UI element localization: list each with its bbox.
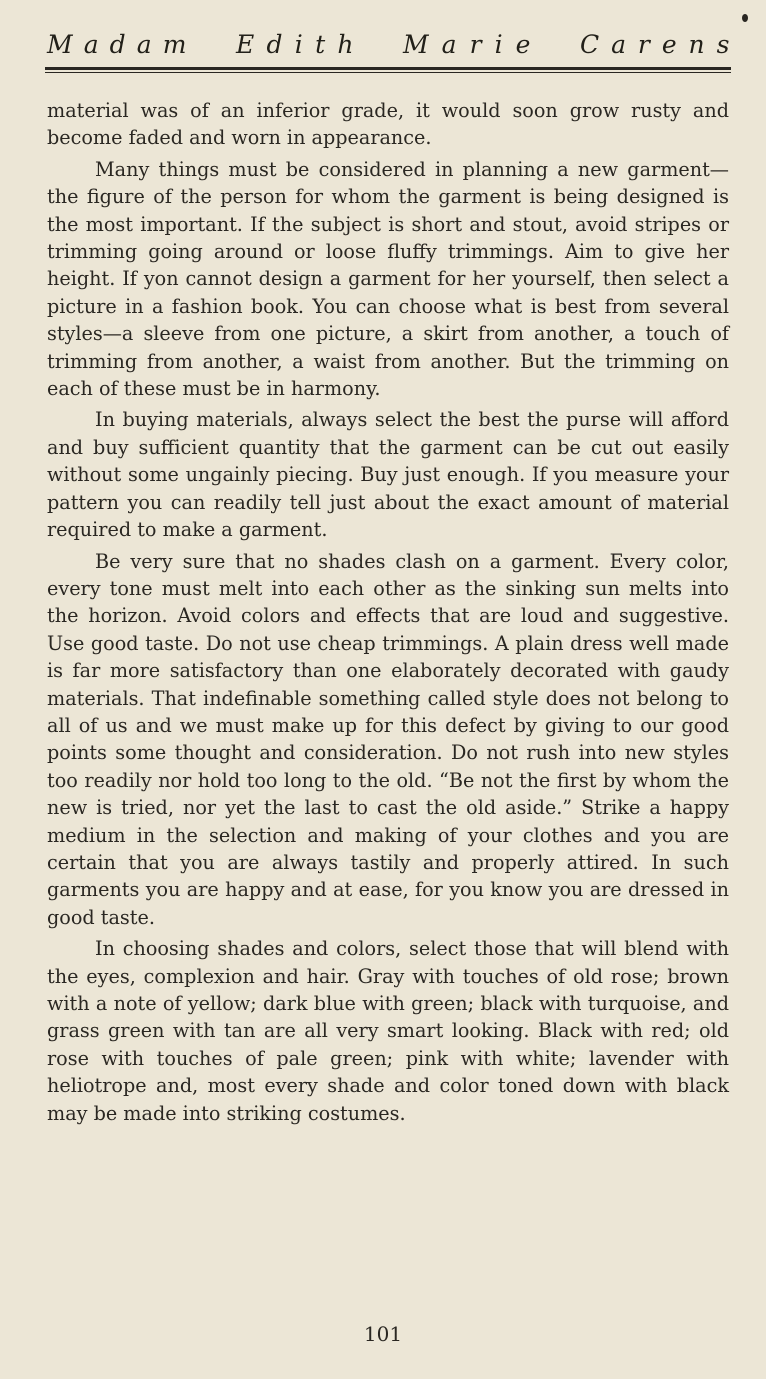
header-word-3: M a r i e (403, 30, 531, 59)
paragraph-1: material was of an inferior grade, it would soon grow rusty and become faded and worn in appearance. (47, 99, 729, 150)
header-rule-thin (45, 72, 731, 73)
header-word-2: E d i t h (236, 30, 354, 59)
page-number: 101 (363, 1322, 403, 1346)
paragraph-3: In buying materials, always select the best the purse will afford and buy sufficient quantity that the garment can be cut out easily without some ungainly piecing. Buy just enough. If you measure your pattern you can readily tell just about the exact amount of material required to make a garment. (47, 408, 729, 542)
paragraph-5: In choosing shades and colors, select those that will blend with the eyes, complexion and hair. Gray with touches of old rose; brown with a note of yellow; dark blue with green; black with turquoise, and grass green with tan are all very smart looking. Black with red; old rose with touches of pale green; pink with white; lavender with heliotrope and, most every shade and color toned down with black may be made into striking costumes. (47, 937, 729, 1125)
running-header (47, 30, 730, 66)
body-text (47, 97, 729, 1131)
header-rule-thick (45, 67, 731, 70)
header-word-1: M a d a m (47, 30, 187, 59)
header-word-4: C a r e n s (580, 30, 730, 59)
ink-dot (742, 14, 748, 22)
paragraph-4: Be very sure that no shades clash on a garment. Every color, every tone must melt into each other as the sinking sun melts into the horizon. Avoid colors and effects that are loud and suggestive. Use good taste. Do not use cheap trimmings. A plain dress well made is far more satisfactory than one elaborately decorated with gaudy materials. That indefinable something called style does not belong to all of us and we must make up for this defect by giving to our good points some thought and consideration. Do not rush into new styles too readily nor hold too long to the old. “Be not the first by whom the new is tried, nor yet the last to cast the old aside.” Strike a happy medium in the selection and making of your clothes and you are certain that you are always tastily and properly attired. In such garments you are happy and at ease, for you know you are dressed in good taste. (47, 549, 729, 929)
paragraph-2: Many things must be considered in planning a new garment—the figure of the person for whom the garment is being designed is the most important. If the subject is short and stout, avoid stripes or trimming going around or loose fluffy trimmings. Aim to give her height. If yon cannot design a garment for her yourself, then select a picture in a fashion book. You can choose what is best from several styles—a sleeve from one picture, a skirt from another, a touch of trimming from another, a waist from another. But the trimming on each of these must be in harmony. (47, 157, 729, 401)
